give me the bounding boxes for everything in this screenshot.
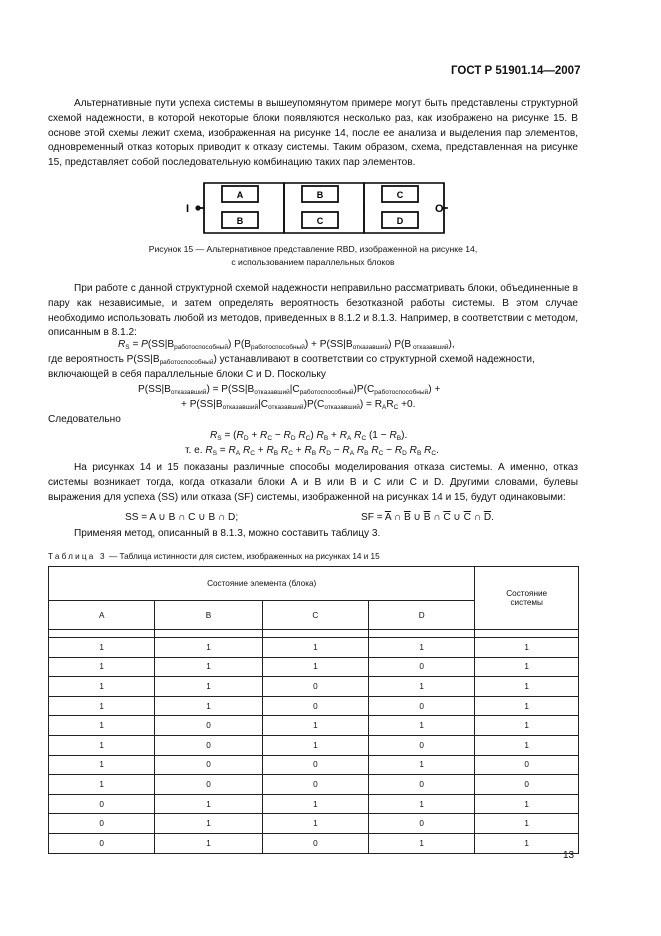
block-c-bottom: C xyxy=(316,216,324,226)
table-row xyxy=(49,833,579,853)
element-state-cell: 0 xyxy=(155,735,262,755)
table-row xyxy=(49,755,579,775)
element-state-cell: 1 xyxy=(369,794,475,814)
table-row xyxy=(49,775,579,795)
rbd-diagram xyxy=(180,180,450,236)
element-state-cell: 1 xyxy=(369,755,475,775)
element-state-cell: 0 xyxy=(49,794,155,814)
element-state-cell: 0 xyxy=(49,833,155,853)
therefore-label: Следовательно xyxy=(48,414,121,425)
figure-caption-line2: с использованием параллельных блоков xyxy=(231,256,395,267)
element-state-cell: 1 xyxy=(262,657,368,677)
formula-conditional-2: + $P(SS|B_{отказавший}|C_{отказавший})P(C_{отказавший}) = R_AR_C +0$. xyxy=(181,399,416,411)
formula-rs: $R_S = P(SS|B_{работоспособный}) P(B_{работоспособный}) + P(SS|B_{отказавший})$ P(B $_{отказавший}$), xyxy=(118,339,455,351)
col-header-b: B xyxy=(155,601,262,630)
formula-conditional-1: $P(SS|B_{отказавший}) = P(SS|B_{отказавший}|C_{работоспособный})P(C_{работоспособный})$ + xyxy=(138,384,441,396)
element-state-cell: 1 xyxy=(155,833,262,853)
element-state-cell: 0 xyxy=(262,833,368,853)
element-state-cell: 1 xyxy=(155,677,262,697)
formula-rs-expanded: $R_S = (R_D + R_C - R_D$ $R_C$) $R_B + R_A$ $R_C$ $(1 - R_B)$. xyxy=(210,430,408,442)
element-state-cell: 1 xyxy=(155,638,262,658)
table-row xyxy=(49,716,579,736)
element-state-cell: 0 xyxy=(155,755,262,775)
element-state-cell: 1 xyxy=(155,696,262,716)
col-header-a: A xyxy=(49,601,155,630)
system-state-cell: 1 xyxy=(475,677,579,697)
element-state-cell: 1 xyxy=(49,775,155,795)
element-state-cell: 1 xyxy=(369,677,475,697)
col-header-d: D xyxy=(369,601,475,630)
where-line-1: где вероятность $P(SS|B_{работоспособный})$ устанавливают в соответствии со структурной схемой надежности, xyxy=(48,354,535,366)
element-state-cell: 1 xyxy=(155,814,262,834)
boolean-sf: SF = $\overline{A}$ ∩ $\overline{B}$ ∪ $\overline{B}$ ∩ $\overline{C}$ ∪ $\overline{C}$ ∩ $\overline{D}$. xyxy=(361,512,494,523)
element-state-cell: 1 xyxy=(262,814,368,834)
system-state-cell: 0 xyxy=(475,755,579,775)
element-state-cell: 0 xyxy=(369,775,475,795)
output-label: O xyxy=(435,203,444,215)
table-caption: Таблица 3 — Таблица истинности для систем, изображенных на рисунках 14 и 15 xyxy=(48,552,380,561)
element-state-cell: 0 xyxy=(262,775,368,795)
table-row xyxy=(49,657,579,677)
body-paragraph-2: На рисунках 14 и 15 показаны различные способы моделирования отказа системы. А именно, отказ системы возникает тогда, когда отказали блоки А и В или В и С или С и D. Другими словами, булевы выражения для успеха (SS) или отказа (SF) системы, изображенной на рисунках 14 и 15, будут одинаковыми: xyxy=(48,462,578,503)
system-state-cell: 1 xyxy=(475,716,579,736)
table-row xyxy=(49,677,579,697)
system-state-cell: 1 xyxy=(475,735,579,755)
system-state-cell: 1 xyxy=(475,657,579,677)
element-state-cell: 0 xyxy=(262,755,368,775)
figure-caption-line1: Рисунок 15 — Альтернативное представление RBD, изображенной на рисунке 14, xyxy=(148,244,478,254)
table-row xyxy=(49,696,579,716)
block-b-top: B xyxy=(316,190,324,200)
element-state-cell: 1 xyxy=(369,638,475,658)
block-b-bottom: B xyxy=(236,216,244,226)
element-state-cell: 1 xyxy=(369,833,475,853)
body-paragraph-1: При работе с данной структурной схемой надежности неправильно рассматривать блоки, объединенные в пару как независимые, и затем определять вероятность безотказной работы системы. В этом случае необходимо использовать любой из методов, приведенных в 8.1.2 и 8.1.3. Например, в соответствии с методом, описанным в 8.1.2: xyxy=(48,283,578,339)
element-state-cell: 1 xyxy=(49,696,155,716)
element-state-cell: 0 xyxy=(369,696,475,716)
block-a-top: A xyxy=(236,190,244,200)
figure-caption xyxy=(48,243,578,268)
truth-table xyxy=(48,566,579,854)
input-label: I xyxy=(186,203,190,215)
table-row xyxy=(49,735,579,755)
element-state-cell: 0 xyxy=(49,814,155,834)
block-d-bottom: D xyxy=(396,216,404,226)
block-c-top: C xyxy=(396,190,404,200)
system-state-cell: 1 xyxy=(475,638,579,658)
element-state-cell: 1 xyxy=(155,794,262,814)
system-state-cell: 1 xyxy=(475,814,579,834)
element-state-cell: 0 xyxy=(369,814,475,834)
element-state-cell: 1 xyxy=(155,657,262,677)
element-state-cell: 1 xyxy=(49,716,155,736)
input-node xyxy=(195,205,200,210)
element-state-cell: 0 xyxy=(369,735,475,755)
element-state-cell: 0 xyxy=(155,775,262,795)
boolean-ss: SS = A ∪ B ∩ C ∪ B ∩ D; xyxy=(125,512,239,523)
element-state-cell: 0 xyxy=(262,677,368,697)
body-paragraph-3: Применяя метод, описанный в 8.1.3, можно составить таблицу 3. xyxy=(74,528,381,539)
element-state-cell: 1 xyxy=(262,794,368,814)
system-state-cell: 1 xyxy=(475,794,579,814)
page-number: 13 xyxy=(563,850,575,861)
element-state-cell: 1 xyxy=(49,735,155,755)
element-state-cell: 1 xyxy=(262,638,368,658)
element-state-cell: 1 xyxy=(262,735,368,755)
table-row xyxy=(49,638,579,658)
element-state-cell: 1 xyxy=(49,677,155,697)
col-header-c: C xyxy=(262,601,368,630)
document-header: ГОСТ Р 51901.14—2007 xyxy=(451,65,581,77)
table-row xyxy=(49,794,579,814)
system-header: Состояние системы xyxy=(475,567,579,630)
intro-paragraph: Альтернативные пути успеха системы в вышеупомянутом примере могут быть представлены структурной схемой надежности, в которой некоторые блоки появляются несколько раз, как изображено на рисунке 15. В основе этой схемы лежит схема, изображенная на рисунке 14, после ее анализа и выделения пар элементов, одновременный отказ которых приводит к отказу системы. Таким образом, схема, представленная на рисунке 15, представляет собой последовательную комбинацию таких пар элементов. xyxy=(48,98,578,169)
element-state-cell: 0 xyxy=(155,716,262,736)
element-state-cell: 1 xyxy=(369,716,475,736)
element-state-cell: 1 xyxy=(262,716,368,736)
group-header: Состояние элемента (блока) xyxy=(49,567,475,601)
system-state-cell: 1 xyxy=(475,696,579,716)
element-state-cell: 0 xyxy=(369,657,475,677)
element-state-cell: 1 xyxy=(49,657,155,677)
where-line-2: включающей в себя параллельные блоки C и D. Поскольку xyxy=(48,369,326,380)
system-state-cell: 0 xyxy=(475,775,579,795)
formula-rs-final: т. е. $R_S = R_A$ $R_C + R_B$ $R_C + R_B$ $R_D - R_A$ $R_B$ $R_C - R_D$ $R_B$ $R_C$. xyxy=(185,445,439,457)
table-row xyxy=(49,814,579,834)
element-state-cell: 1 xyxy=(49,638,155,658)
element-state-cell: 0 xyxy=(262,696,368,716)
system-state-cell: 1 xyxy=(475,833,579,853)
element-state-cell: 1 xyxy=(49,755,155,775)
